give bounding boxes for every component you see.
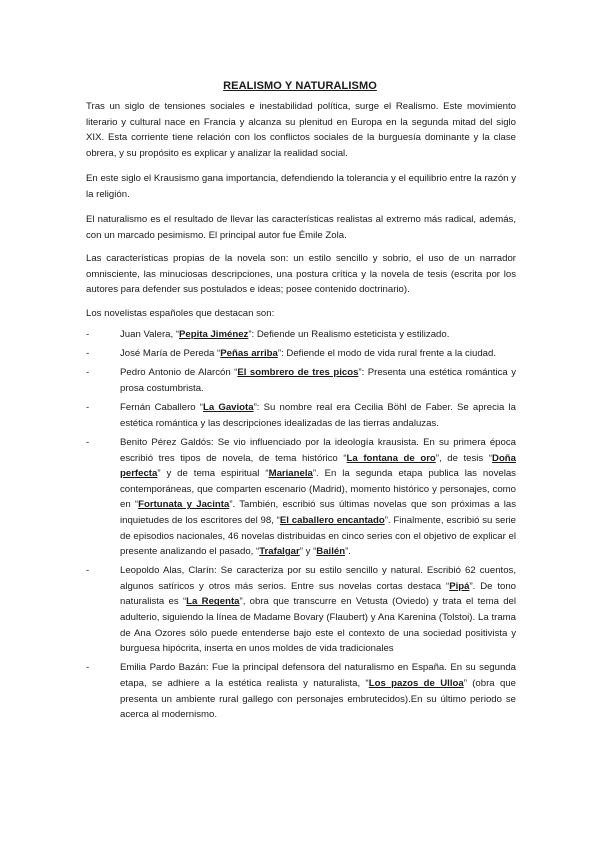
item-text: Fernán Caballero “: [120, 402, 204, 414]
work-title: El sombrero de tres picos: [237, 367, 359, 379]
work-title: Pipá: [449, 580, 470, 592]
list-item: [86, 365, 516, 396]
item-text: José María de Pereda “: [120, 348, 221, 360]
item-text: ”. De tono naturalista es “: [120, 580, 516, 608]
item-text: ”, obra que transcurre en Vetusta (Oviedo) y trata el tema del adulterio, siguiendo la línea de Madame Bovary (Flaubert) y Ana Karenina (Tolstoi). La trama de Ana Ozores sólo puede entenderse bajo este el contexto de una sociedad positivista y burguesa hipócrita, inserta en unos moldes de vida tradicionales: [120, 596, 516, 655]
work-title: Trafalgar: [259, 546, 300, 558]
item-text: Emilia Pardo Bazán: Fue la principal defensora del naturalismo en España. En su segunda etapa, se adhiere a la estética realista y naturalista, “: [120, 662, 516, 690]
work-title: La fontana de oro: [346, 452, 436, 464]
work-title: Pepita Jiménez: [179, 329, 249, 340]
list-dash: -: [86, 436, 90, 448]
caracteristicas-paragraph: Las características propias de la novela son: un estilo sencillo y sobrio, el uso de un narrador omnisciente, las minuciosas descripciones, una postura crítica y la novela de tesis (escrita por los autores para defender sus postulados e ideas; posee contenido doctrinario).: [86, 253, 516, 296]
work-title: La Regenta: [186, 596, 240, 608]
item-text: ” (obra que presenta un ambiente rural gallego con personajes embrutecidos).En su último periodo se acerca al modernismo.: [120, 678, 516, 721]
item-text: ” y de tema espiritual “: [157, 468, 269, 480]
list-dash: -: [86, 367, 90, 379]
list-item: [86, 660, 516, 722]
list-item: [86, 563, 516, 657]
krausismo-paragraph: En este siglo el Krausismo gana importancia, defendiendo la tolerancia y el equilibrio entre la razón y la religión.: [86, 173, 516, 200]
item-text: ”, de tesis “: [435, 452, 493, 464]
list-item: [86, 346, 516, 362]
item-text: ”: Su nombre real era Cecilia Böhl de Faber. Se aprecia la estética romántica y las descripciones idealizadas de las tierras andaluzas.: [120, 402, 516, 429]
item-text: ”. También, escribió sus últimas novelas que son próximas a las inquietudes de los escritores del 98, “: [120, 499, 516, 526]
work-title: Marianela: [268, 468, 313, 480]
item-text: Benito Pérez Galdós: Se vio influenciado por la ideología krausista. En su primera época escribió tres tipos de novela, de tema histórico “: [120, 436, 516, 464]
document-title: REALISMO Y NATURALISMO: [223, 80, 377, 92]
novelistas-intro: Los novelistas españoles que destacan son:: [86, 308, 275, 319]
list-dash: -: [86, 565, 90, 577]
naturalismo-paragraph: El naturalismo es el resultado de llevar las características realistas al extremo más radical, además, con un marcado pesimismo. El principal autor fue Émile Zola.: [86, 214, 516, 241]
item-text: ” y “: [299, 546, 317, 558]
item-text: ”. Finalmente, escribió su serie de episodios nacionales, 46 novelas distribuidas en cinco series con el objetivo de explicar el presente analizando el pasado, “: [120, 514, 516, 558]
work-title: Peñas arriba: [220, 348, 278, 360]
list-item: [86, 327, 516, 343]
item-text: ”.: [345, 546, 351, 558]
work-title: Los pazos de Ulloa: [368, 678, 464, 690]
item-text: ”: Presenta una estética romántica y prosa costumbrista.: [120, 367, 517, 394]
item-text: ”. En la segunda etapa publica las novelas contemporáneas, que comparten escenario (Madrid), momento histórico y personajes, como en “: [120, 468, 516, 511]
item-text: ”: Defiende el modo de vida rural frente a la ciudad.: [277, 348, 496, 360]
novelists-list: [86, 327, 516, 726]
list-dash: -: [86, 329, 90, 340]
item-text: Pedro Antonio de Alarcón “: [120, 367, 238, 379]
work-title: Bailén: [316, 546, 346, 558]
list-dash: -: [86, 402, 90, 414]
work-title: Fortunata y Jacinta: [138, 499, 230, 511]
item-text: Leopoldo Alas, Clarín: Se caracteriza por su estilo sencillo y natural. Escribió 62 cuentos, algunos satíricos y otros más serios. Entre sus novelas cortas destaca “: [120, 565, 516, 592]
list-item: [86, 400, 516, 431]
list-dash: -: [86, 348, 90, 360]
work-title: La Gaviota: [203, 402, 254, 414]
list-item: [86, 435, 516, 560]
work-title: Doña perfecta: [120, 452, 516, 480]
work-title: El caballero encantado: [279, 514, 385, 526]
intro-paragraph: Tras un siglo de tensiones sociales e inestabilidad política, surge el Realismo. Este movimiento literario y cultural nace en Francia y alcanza su plenitud en Europa en la segunda mitad del siglo XIX. Esta corriente tiene relación con los conflictos sociales de la burguesía dominante y la clase obrera, y su propósito es explicar y analizar la realidad social.: [86, 101, 516, 159]
list-dash: -: [86, 662, 90, 674]
item-text: ”: Defiende un Realismo esteticista y estilizado.: [248, 329, 450, 340]
item-text: Juan Valera, “: [120, 329, 180, 340]
